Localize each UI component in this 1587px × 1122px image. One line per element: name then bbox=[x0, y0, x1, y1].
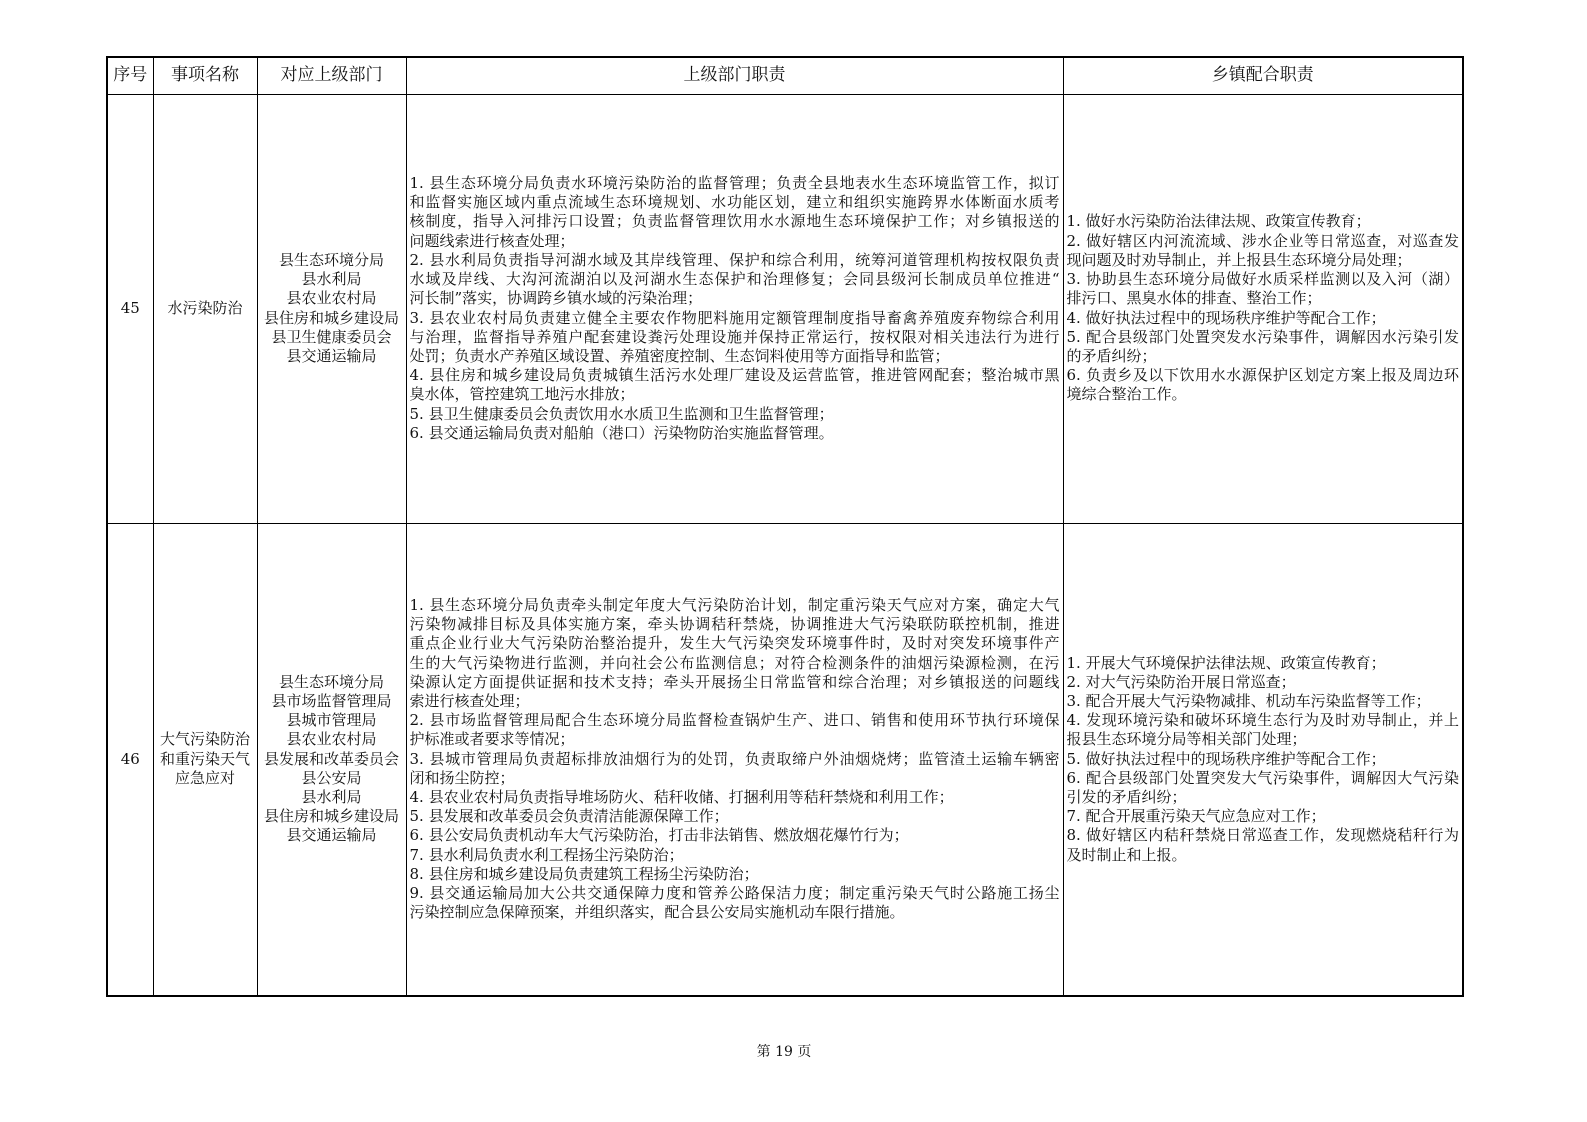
duty-line: 河长制”落实，协调跨乡镇水域的污染治理； bbox=[409, 289, 703, 308]
table-row bbox=[107, 523, 1463, 996]
duty-line: 8. 县住房和城乡建设局负责建筑工程扬尘污染防治； bbox=[409, 864, 759, 883]
superior-duty-paragraph bbox=[410, 865, 1060, 884]
header-superior-department: 对应上级部门 bbox=[257, 57, 406, 94]
responsibility-table bbox=[106, 56, 1464, 997]
department-item: 县卫生健康委员会 bbox=[271, 327, 392, 346]
duty-line: 处罚；负责水产养殖区域设置、养殖密度控制、生态饲料使用等方面指导和监管； bbox=[409, 346, 950, 365]
duty-line: 排污口、黑臭水体的排查、整治工作； bbox=[1066, 289, 1322, 308]
department-item: 县农业农村局 bbox=[286, 730, 377, 749]
township-duty-paragraph bbox=[1067, 366, 1460, 404]
header-serial-number: 序号 bbox=[107, 57, 153, 94]
duty-line: 与治理，监督指导养殖户配套建设粪污处理设施并保持正常运行，按权限对相关违法行为进行 bbox=[409, 327, 1060, 346]
township-duty-paragraph bbox=[1067, 232, 1460, 270]
duty-line: 4. 发现环境污染和破坏环境生态行为及时劝导制止，并上 bbox=[1066, 711, 1459, 730]
duty-line: 4. 做好执法过程中的现场秩序维护等配合工作； bbox=[1066, 308, 1386, 327]
department-item: 县发展和改革委员会 bbox=[263, 749, 399, 768]
table-row bbox=[107, 94, 1463, 523]
superior-duty-paragraph bbox=[410, 750, 1060, 788]
duty-line: 引发的矛盾纠纷； bbox=[1066, 788, 1187, 807]
township-duty-paragraph bbox=[1067, 328, 1460, 366]
duty-line: 4. 县农业农村局负责指导堆场防火、秸秆收储、打捆利用等秸秆禁烧和利用工作； bbox=[409, 788, 954, 807]
duty-line: 9. 县交通运输局加大公共交通保障力度和管养公路保洁力度；制定重污染天气时公路施工扬尘 bbox=[409, 884, 1060, 903]
township-duty-paragraph bbox=[1067, 826, 1460, 864]
township-duty-paragraph bbox=[1067, 692, 1460, 711]
duty-line: 染源认定方面提供证据和技术支持；牵头开展扬尘日常监管和综合治理；对乡镇报送的问题线 bbox=[409, 672, 1060, 691]
duty-line: 污染物减排目标及具体实施方案，牵头协调秸秆禁烧，协调推进大气污染联防联控机制，推进 bbox=[409, 615, 1060, 634]
duty-line: 水域及岸线、大沟河流湖泊以及河湖水生态保护和治理修复；会同县级河长制成员单位推进“ bbox=[409, 270, 1060, 289]
duty-line: 4. 县住房和城乡建设局负责城镇生活污水处理厂建设及运营监管，推进管网配套；整治城市黑 bbox=[409, 366, 1060, 385]
department-item: 县市场监督管理局 bbox=[271, 692, 392, 711]
duty-line: 索进行核查处理； bbox=[409, 692, 530, 711]
page-number: 第 19 页 bbox=[756, 1044, 812, 1060]
table-body bbox=[107, 94, 1463, 996]
duty-line: 1. 做好水污染防治法律法规、政策宣传教育； bbox=[1066, 212, 1371, 231]
department-list bbox=[257, 94, 406, 523]
department-item: 县水利局 bbox=[301, 788, 362, 807]
township-duty-paragraph bbox=[1067, 750, 1460, 769]
township-duty-paragraph bbox=[1067, 270, 1460, 308]
duty-line: 问题线索进行核查处理； bbox=[409, 231, 575, 250]
duty-line: 6. 县交通运输局负责对船舶（港口）污染物防治实施监督管理。 bbox=[409, 423, 834, 442]
superior-duty-paragraph bbox=[410, 711, 1060, 749]
township-duty-paragraph bbox=[1067, 673, 1460, 692]
department-item: 县农业农村局 bbox=[286, 289, 377, 308]
duty-line: 6. 负责乡及以下饮用水水源保护区划定方案上报及周边环 bbox=[1066, 366, 1459, 385]
department-item: 县住房和城乡建设局 bbox=[263, 807, 399, 826]
township-duty-paragraph bbox=[1067, 711, 1460, 749]
duty-line: 臭水体，管控建筑工地污水排放； bbox=[409, 385, 635, 404]
duty-line: 7. 配合开展重污染天气应急应对工作； bbox=[1066, 807, 1326, 826]
table-header bbox=[107, 57, 1463, 94]
duty-line: 生的大气污染物进行监测，并向社会公布监测信息；对符合检测条件的油烟污染源检测，在污 bbox=[409, 653, 1060, 672]
superior-duty-paragraph bbox=[410, 405, 1060, 424]
duty-line: 和监督实施区域内重点流域生态环境规划、水功能区划，建立和组织实施跨界水体断面水质考 bbox=[409, 193, 1060, 212]
duty-line: 5. 县发展和改革委员会负责清洁能源保障工作； bbox=[409, 807, 729, 826]
duty-line: 境综合整治工作。 bbox=[1066, 385, 1187, 404]
duty-line: 闭和扬尘防控； bbox=[409, 768, 515, 787]
department-item: 县生态环境分局 bbox=[278, 672, 384, 691]
township-duty-paragraph bbox=[1067, 807, 1460, 826]
duty-line: 2. 对大气污染防治开展日常巡查； bbox=[1066, 672, 1296, 691]
superior-duty-paragraph bbox=[410, 366, 1060, 404]
duty-line: 污染控制应急保障预案，并组织落实，配合县公安局实施机动车限行措施。 bbox=[409, 903, 905, 922]
superior-duty-paragraph bbox=[410, 826, 1060, 845]
superior-duty-paragraph bbox=[410, 884, 1060, 922]
township-duty-paragraph bbox=[1067, 212, 1460, 231]
serial-number-cell: 46 bbox=[107, 523, 153, 996]
header-township-duties: 乡镇配合职责 bbox=[1063, 57, 1463, 94]
duty-line: 的矛盾纠纷； bbox=[1066, 346, 1157, 365]
duty-line: 3. 县城市管理局负责超标排放油烟行为的处罚，负责取缔户外油烟烧烤；监管渣土运输车辆密 bbox=[409, 749, 1060, 768]
item-name-cell: 大气污染防治和重污染天气应急应对 bbox=[153, 523, 257, 996]
duty-line: 5. 配合县级部门处置突发水污染事件，调解因水污染引发 bbox=[1066, 327, 1459, 346]
item-name-cell: 水污染防治 bbox=[153, 94, 257, 523]
township-duty-paragraph bbox=[1067, 309, 1460, 328]
duty-line: 报县生态环境分局等相关部门处理； bbox=[1066, 730, 1307, 749]
superior-duty-paragraph bbox=[410, 251, 1060, 309]
superior-duty-paragraph bbox=[410, 807, 1060, 826]
duty-line: 1. 县生态环境分局负责牵头制定年度大气污染防治计划，制定重污染天气应对方案，确定大气 bbox=[409, 596, 1060, 615]
duty-line: 及时制止和上报。 bbox=[1066, 845, 1187, 864]
duty-line: 1. 开展大气环境保护法律法规、政策宣传教育； bbox=[1066, 653, 1386, 672]
duty-line: 5. 县卫生健康委员会负责饮用水水质卫生监测和卫生监督管理； bbox=[409, 404, 834, 423]
department-item: 县城市管理局 bbox=[286, 711, 377, 730]
township-duty-paragraph bbox=[1067, 769, 1460, 807]
header-superior-duties: 上级部门职责 bbox=[406, 57, 1063, 94]
duty-line: 3. 县农业农村局负责建立健全主要农作物肥料施用定额管理制度指导畜禽养殖废弃物综合利用 bbox=[409, 308, 1060, 327]
superior-duty-paragraph bbox=[410, 596, 1060, 711]
superior-duty-paragraph bbox=[410, 424, 1060, 443]
township-duty-paragraph bbox=[1067, 654, 1460, 673]
duty-line: 5. 做好执法过程中的现场秩序维护等配合工作； bbox=[1066, 749, 1386, 768]
duty-line: 2. 县水利局负责指导河湖水域及其岸线管理、保护和综合利用，统筹河道管理机构按权限负责 bbox=[409, 250, 1060, 269]
township-duties-cell bbox=[1063, 94, 1463, 523]
duty-line: 3. 配合开展大气污染物减排、机动车污染监督等工作； bbox=[1066, 692, 1431, 711]
duty-line: 6. 配合县级部门处置突发大气污染事件，调解因大气污染 bbox=[1066, 768, 1459, 787]
department-item: 县公安局 bbox=[301, 768, 362, 787]
header-row bbox=[107, 57, 1463, 94]
superior-duties-cell bbox=[406, 523, 1063, 996]
header-item-name: 事项名称 bbox=[153, 57, 257, 94]
township-duties-cell bbox=[1063, 523, 1463, 996]
duty-line: 6. 县公安局负责机动车大气污染防治，打击非法销售、燃放烟花爆竹行为； bbox=[409, 826, 909, 845]
duty-line: 现问题及时劝导制止，并上报县生态环境分局处理； bbox=[1066, 250, 1412, 269]
duty-line: 2. 做好辖区内河流流域、涉水企业等日常巡查，对巡查发 bbox=[1066, 231, 1459, 250]
duty-line: 核制度，指导入河排污口设置；负责监督管理饮用水水源地生态环境保护工作；对乡镇报送的 bbox=[409, 212, 1060, 231]
duty-line: 8. 做好辖区内秸秆禁烧日常巡查工作，发现燃烧秸秆行为 bbox=[1066, 826, 1459, 845]
superior-duty-paragraph bbox=[410, 846, 1060, 865]
department-item: 县住房和城乡建设局 bbox=[263, 308, 399, 327]
duty-line: 7. 县水利局负责水利工程扬尘污染防治； bbox=[409, 845, 684, 864]
duty-line: 1. 县生态环境分局负责水环境污染防治的监督管理；负责全县地表水生态环境监管工作，拟订 bbox=[409, 174, 1060, 193]
duty-line: 重点企业行业大气污染防治整治提升，发生大气污染突发环境事件时，及时对突发环境事件产 bbox=[409, 634, 1060, 653]
duty-line: 护标准或者要求等情况； bbox=[409, 730, 575, 749]
superior-duty-paragraph bbox=[410, 788, 1060, 807]
department-item: 县交通运输局 bbox=[286, 346, 377, 365]
department-item: 县交通运输局 bbox=[286, 826, 377, 845]
superior-duty-paragraph bbox=[410, 174, 1060, 251]
superior-duties-cell bbox=[406, 94, 1063, 523]
serial-number-cell: 45 bbox=[107, 94, 153, 523]
duty-line: 2. 县市场监督管理局配合生态环境分局监督检查锅炉生产、进口、销售和使用环节执行环境保 bbox=[409, 711, 1060, 730]
department-list bbox=[257, 523, 406, 996]
department-item: 县生态环境分局 bbox=[278, 250, 384, 269]
department-item: 县水利局 bbox=[301, 270, 362, 289]
duty-line: 3. 协助县生态环境分局做好水质采样监测以及入河（湖） bbox=[1066, 270, 1459, 289]
superior-duty-paragraph bbox=[410, 309, 1060, 367]
